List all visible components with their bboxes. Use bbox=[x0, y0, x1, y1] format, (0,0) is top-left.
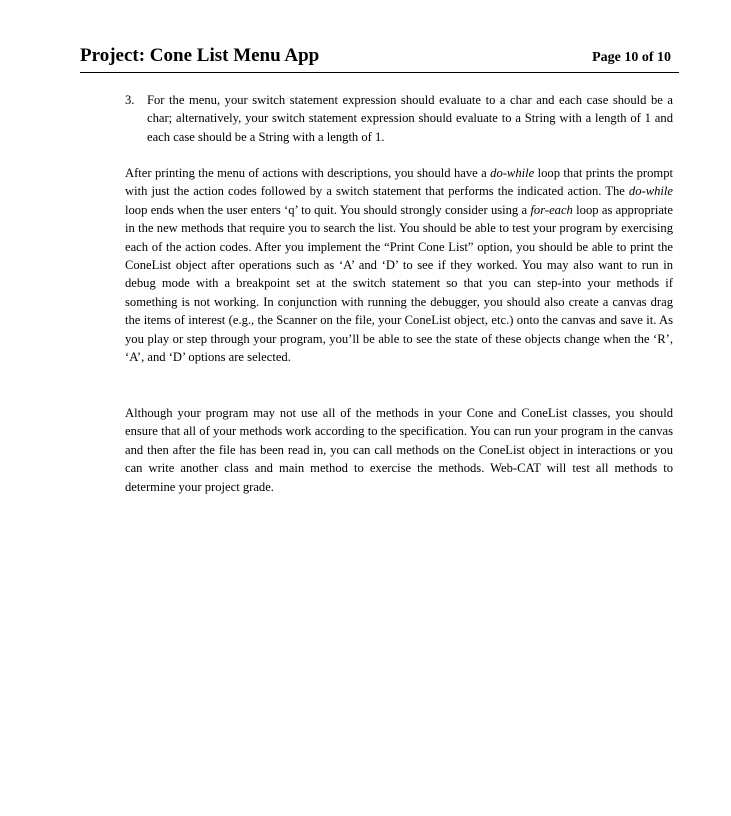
list-item-text: For the menu, your switch statement expression should evaluate to a char and each case should be a char; alternatively, your switch statement expression should evaluate to a String with a length of 1 and each case should be a String with a length of 1. bbox=[147, 93, 673, 144]
italic-term: do-while bbox=[628, 184, 673, 199]
text-run: loop that prints the prompt with just the action codes followed by a switch statement that performs the indicated action. The bbox=[125, 166, 673, 199]
text-run: loop ends when the user enters ‘q’ to quit. You should strongly consider using a bbox=[125, 202, 531, 217]
page-header bbox=[80, 44, 679, 73]
paragraph-do-while bbox=[125, 164, 673, 366]
italic-term: do-while bbox=[490, 166, 535, 180]
paragraph-methods bbox=[125, 404, 673, 496]
italic-term: for-each bbox=[530, 202, 573, 217]
page-number: Page 10 of 10 bbox=[592, 50, 671, 65]
list-item bbox=[125, 91, 673, 146]
text-run: After printing the menu of actions with descriptions, you should have a bbox=[125, 166, 491, 180]
text-run: loop as appropriate in the new methods that require you to search the list. You should be able to test your program by exercising each of the action codes. After you implement the “Print Cone List” option, you should be able to print the ConeList object after operations such as ‘A’ and ‘D’ to see if they worked. You may also want to run in debug mode with a breakpoint set at the switch statement so that you can step-into your methods if something is not working. In conjunction with running the debugger, you should also create a canvas drag the items of interest (e.g., the Scanner on the file, your ConeList object, etc.) onto the canvas and save it. As you play or step through your program, you’ll be able to see the state of these objects change when the ‘R’, ‘A’, and ‘D’ options are selected. bbox=[125, 202, 673, 365]
document-title: Project: Cone List Menu App bbox=[80, 45, 320, 66]
list-item-number: 3. bbox=[125, 93, 135, 107]
paragraph-text bbox=[125, 164, 673, 366]
paragraph-text: Although your program may not use all of the methods in your Cone and ConeList classes, you should ensure that all of your methods work according to the specification. You can run your program in the canvas and then after the file has been read in, you can call methods on the ConeList object in interactions or you can write another class and main method to exercise the methods. Web-CAT will test all methods to determine your project grade. bbox=[125, 406, 673, 494]
